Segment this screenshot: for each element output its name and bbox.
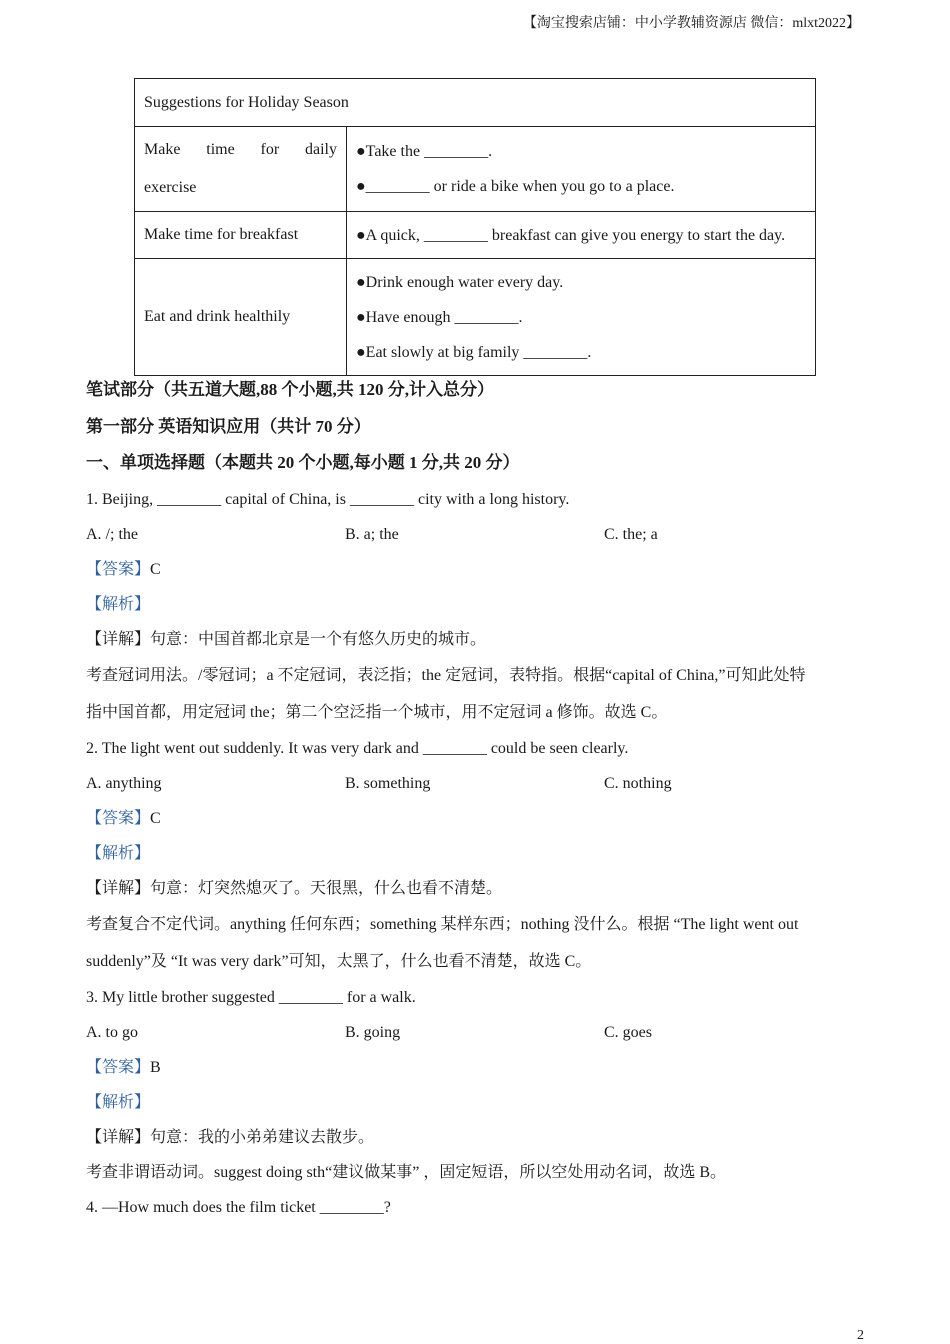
explanation-line: 考查冠词用法。/零冠词；a 不定冠词，表泛指；the 定冠词，表特指。根据“capital of China,”可知此处特 [86,666,806,684]
option-b: B. something [345,774,431,792]
detail-line: 【详解】句意：灯突然熄灭了。天很黑，什么也看不清楚。 [86,879,503,897]
analysis-label: 【解析】 [86,595,151,613]
explanation-line: suddenly”及 “It was very dark”可知，太黑了，什么也看不清楚，故选 C。 [86,952,592,970]
section-title-part1: 第一部分 英语知识应用（共计 70 分） [86,416,371,436]
table-row-items [347,259,816,376]
bullet-item: ●A quick, ________ breakfast can give you energy to start the day. [356,226,786,244]
option-a: A. to go [86,1023,138,1041]
answer-value: B [150,1058,161,1076]
option-b: B. going [345,1023,401,1041]
question-options [86,1015,866,1050]
question-options [86,766,866,801]
answer-label: 【答案】 [86,1058,151,1076]
table-row-label: Make time for breakfast [135,212,347,259]
analysis-label: 【解析】 [86,844,151,862]
answer-line [86,801,866,836]
option-c: C. nothing [604,774,672,792]
answer-value: C [150,560,161,578]
page-number: 2 [857,1328,864,1343]
table-title: Suggestions for Holiday Season [135,79,816,127]
label-exercise: Make time for daily exercise [144,141,337,196]
answer-line [86,1050,866,1085]
bullet-item: ●Have enough ________. [356,308,523,326]
question-stem: 2. The light went out suddenly. It was very dark and ________ could be seen clearly. [86,739,629,757]
document-body [86,372,866,1225]
answer-label: 【答案】 [86,809,151,827]
question-options [86,517,866,552]
option-a: A. anything [86,774,162,792]
bullet-item: ●Eat slowly at big family ________. [356,343,592,361]
answer-value: C [150,809,161,827]
header-note: 【淘宝搜索店铺：中小学教辅资源店 微信：mlxt2022】 [522,16,860,31]
bullet-item: ●Drink enough water every day. [356,273,564,291]
suggestions-table [134,78,816,376]
option-c: C. goes [604,1023,652,1041]
explanation-line: 考查非谓语动词。suggest doing sth“建议做某事” ，固定短语，所以空处用动名词，故选 B。 [86,1163,726,1181]
answer-line [86,552,866,587]
table-row-label: Eat and drink healthily [135,259,347,376]
option-c: C. the; a [604,525,658,543]
section-title-written: 笔试部分（共五道大题,88 个小题,共 120 分,计入总分） [86,380,494,399]
table-row-items [347,127,816,212]
detail-line: 【详解】句意：我的小弟弟建议去散步。 [86,1128,375,1146]
analysis-label: 【解析】 [86,1093,151,1111]
explanation-line: 考查复合不定代词。anything 任何东西；something 某样东西；nothing 没什么。根据 “The light went out [86,915,799,933]
section-title-single-choice: 一、单项选择题（本题共 20 个小题,每小题 1 分,共 20 分） [86,453,520,472]
bullet-item: ●Take the ________. [356,143,493,160]
option-b: B. a; the [345,525,399,543]
table-row-items [347,212,816,259]
explanation-line: 指中国首都，用定冠词 the；第二个空泛指一个城市，用不定冠词 a 修饰。故选 C。 [86,703,668,721]
table-row-label [135,127,347,212]
detail-line: 【详解】句意：中国首都北京是一个有悠久历史的城市。 [86,630,487,648]
question-stem: 3. My little brother suggested ________ for a walk. [86,988,416,1006]
option-a: A. /; the [86,525,138,543]
bullet-item: ●________ or ride a bike when you go to a place. [356,178,675,195]
question-stem: 4. —How much does the film ticket ________? [86,1198,391,1216]
question-stem: 1. Beijing, ________ capital of China, is ________ city with a long history. [86,490,570,508]
answer-label: 【答案】 [86,560,151,578]
